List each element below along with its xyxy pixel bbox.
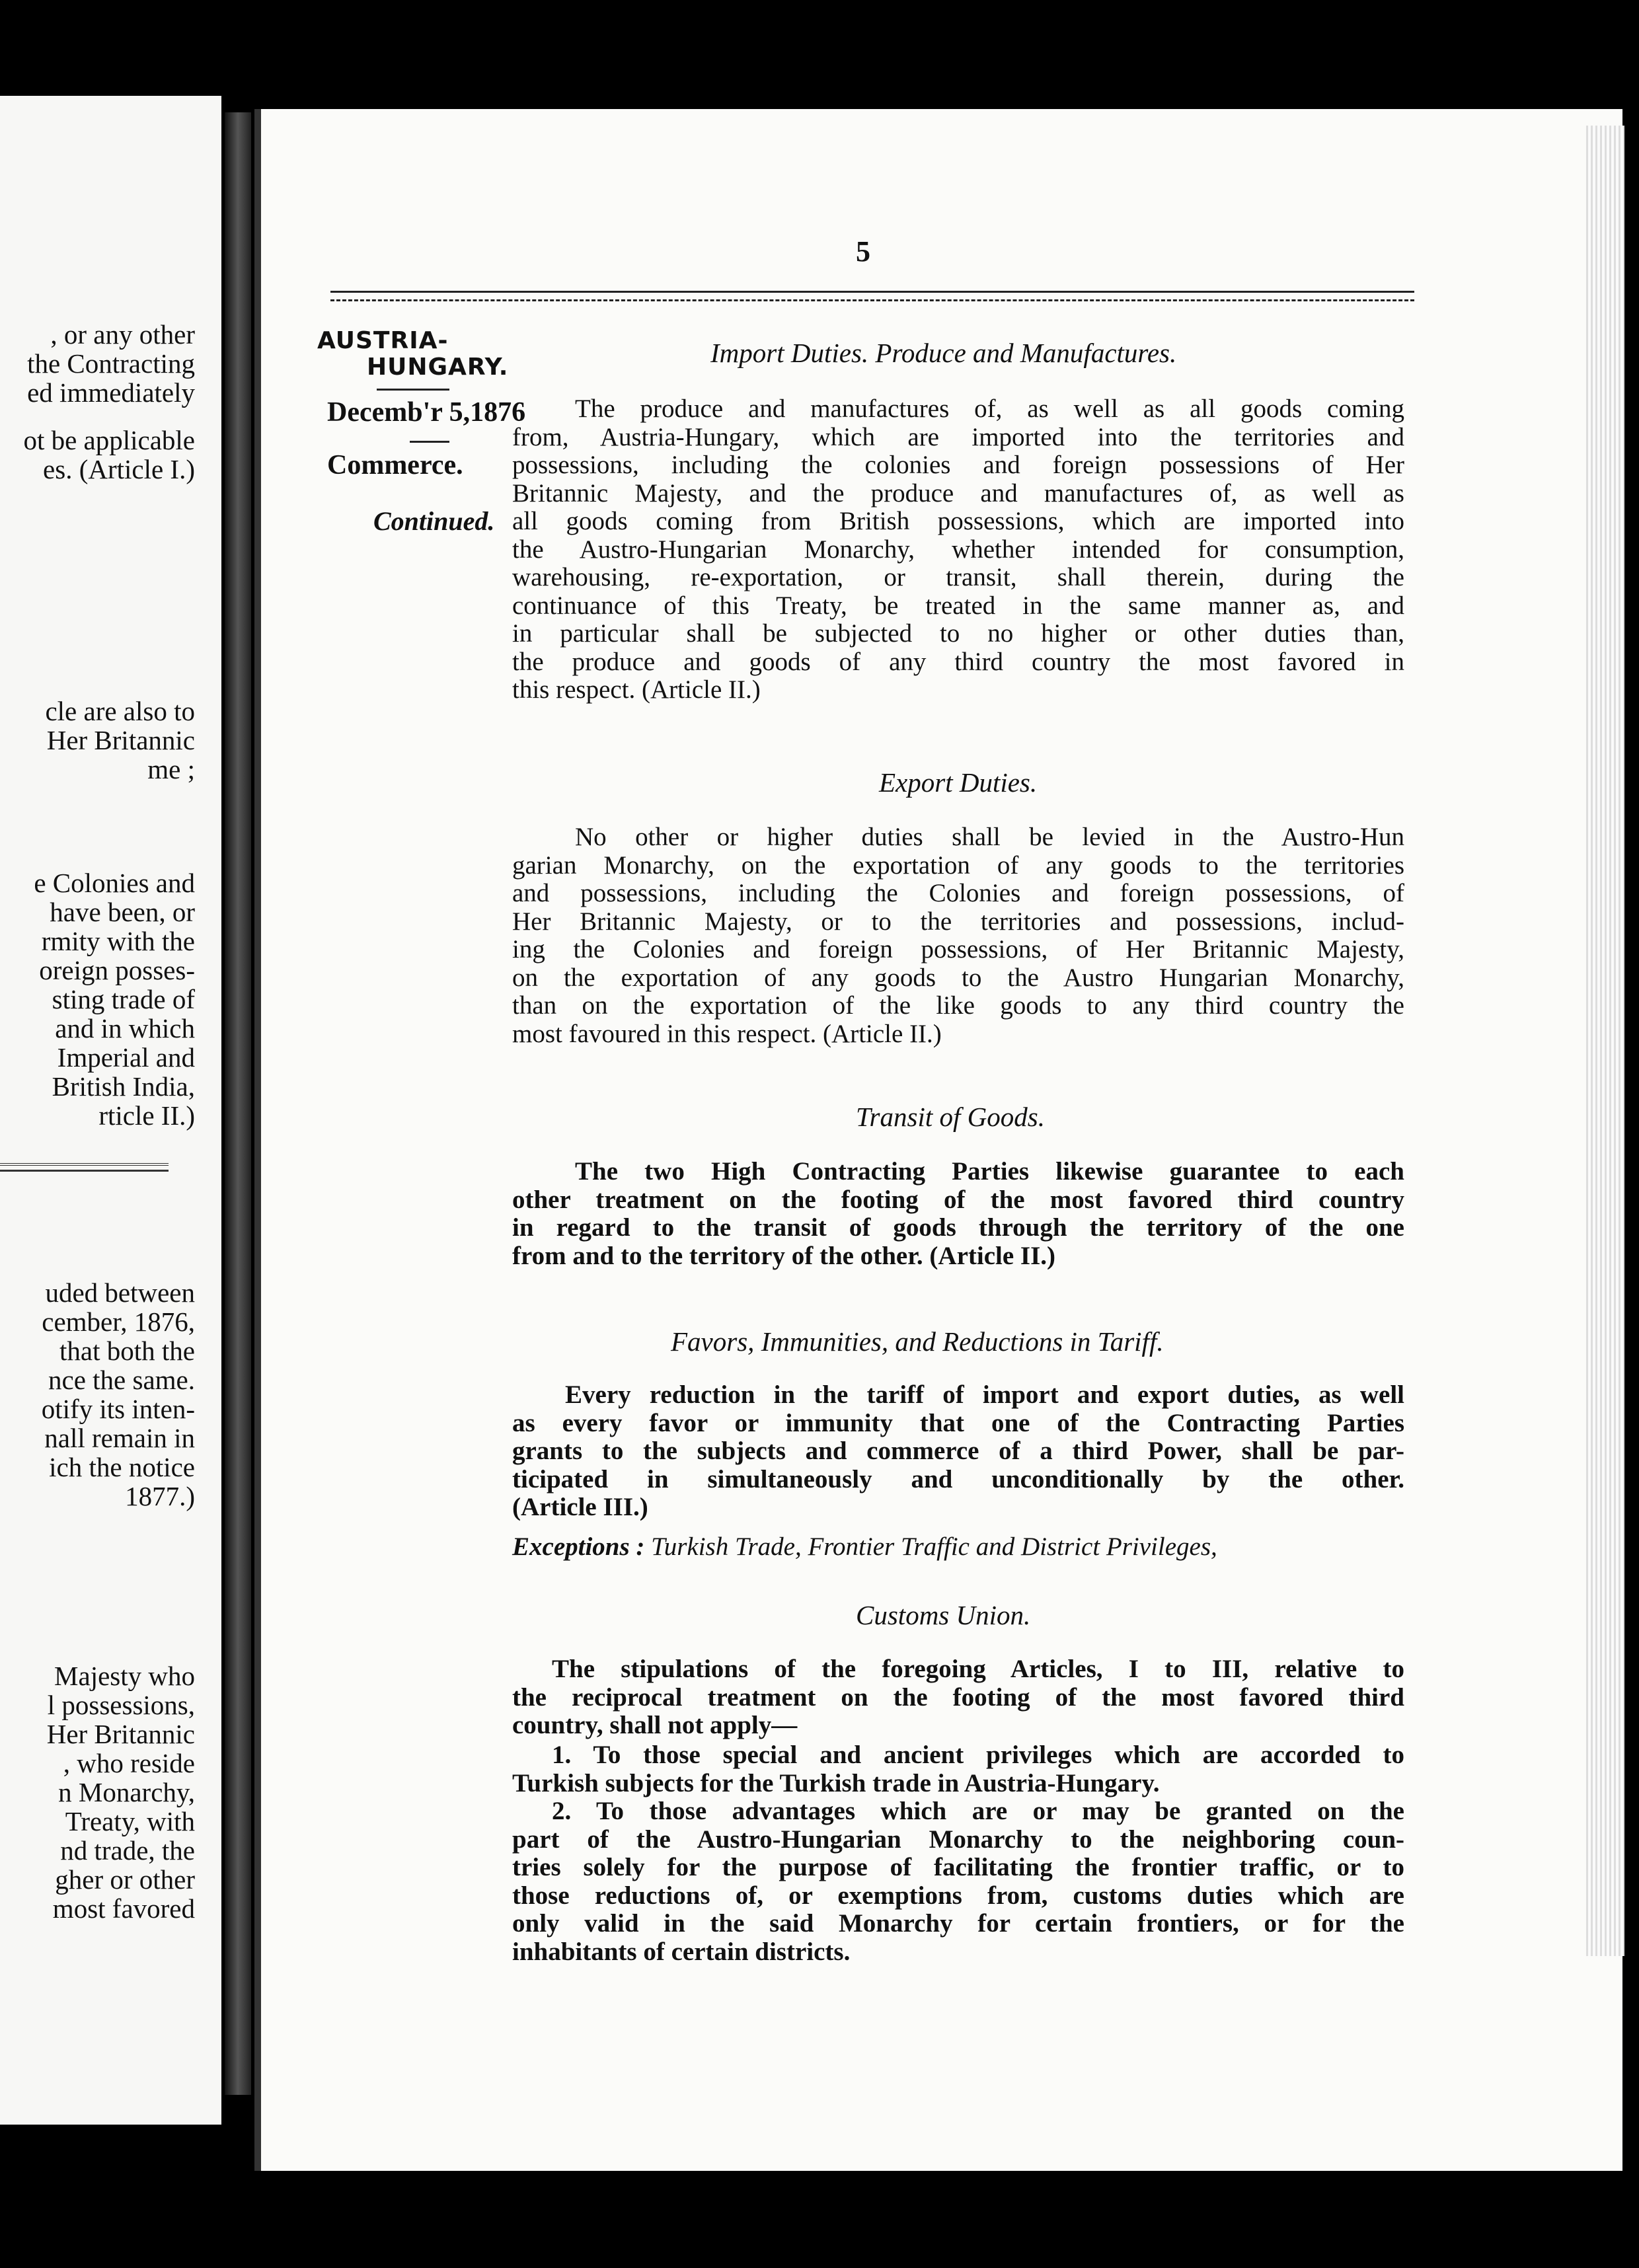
text-line: from, Austria-Hungary, which are imported into the territories and (512, 422, 1404, 451)
text-line: other treatment on the footing of the most favored third country (512, 1185, 1404, 1214)
text-line: in regard to the transit of goods through the territory of the one (512, 1213, 1404, 1242)
page-number: 5 (856, 235, 870, 268)
text-line: grants to the subjects and commerce of a third Power, shall be par- (512, 1437, 1404, 1465)
text-line: No other or higher duties shall be levied in the Austro-Hun (575, 823, 1404, 851)
left-page-line: have been, or (50, 897, 195, 927)
left-page-line: nall remain in (44, 1423, 195, 1453)
left-page-line: oreign posses- (39, 955, 195, 985)
left-page-line: that both the (59, 1336, 195, 1366)
text-line: this respect. (Article II.) (512, 675, 761, 704)
text-line: most favoured in this respect. (Article II.) (512, 1019, 942, 1048)
left-page-line: rticle II.) (98, 1100, 195, 1131)
margin-date: Decemb'r 5,1876 (327, 397, 526, 428)
left-page-line: cle are also to (45, 696, 195, 726)
margin-continued: Continued. (373, 506, 495, 536)
text-line: part of the Austro-Hungarian Monarchy to the neighboring coun- (512, 1825, 1404, 1854)
margin-country-line2: HUNGARY. (367, 354, 509, 381)
text-line: Every reduction in the tariff of import and export duties, as well (565, 1380, 1404, 1409)
left-page-rule (0, 1163, 169, 1172)
customs-union-heading: Customs Union. (856, 1600, 1031, 1630)
margin-divider (410, 441, 449, 443)
text-line: 2. To those advantages which are or may be granted on the (552, 1797, 1404, 1825)
text-line: inhabitants of certain districts. (512, 1937, 851, 1966)
text-line: Turkish subjects for the Turkish trade in Austria-Hungary. (512, 1768, 1160, 1797)
text-line: country, shall not apply— (512, 1711, 798, 1739)
left-page-line: nce the same. (48, 1365, 195, 1395)
text-line: the produce and goods of any third country the most favored in (512, 647, 1404, 676)
text-line: the Austro-Hungarian Monarchy, whether intended for consumption, (512, 535, 1404, 564)
transit-text (512, 1158, 1404, 1270)
book-gutter (225, 112, 251, 2095)
left-page-line: Her Britannic (46, 725, 195, 755)
left-page-line: uded between (45, 1277, 195, 1308)
exceptions-line (512, 1532, 1217, 1562)
text-line: garian Monarchy, on the exportation of any goods to the territories (512, 850, 1404, 880)
text-line: warehousing, re-exportation, or transit, shall therein, during the (512, 563, 1404, 591)
text-line: possessions, including the colonies and foreign possessions of Her (512, 451, 1404, 479)
margin-divider (377, 389, 449, 391)
left-page-line: 1877.) (125, 1481, 195, 1511)
import-duties-heading: Import Duties. Produce and Manufactures. (710, 338, 1177, 368)
text-line: and possessions, including the Colonies and foreign possessions, of (512, 879, 1404, 907)
text-line: on the exportation of any goods to the Austro Hungarian Monarchy, (512, 963, 1404, 992)
exception-item-1 (512, 1741, 1404, 1797)
left-page-line: British India, (52, 1071, 195, 1102)
left-page-line: ich the notice (49, 1452, 195, 1482)
exceptions-text: Turkish Trade, Frontier Traffic and District Privileges, (651, 1532, 1217, 1561)
text-line: Britannic Majesty, and the produce and manufactures of, as well as (512, 478, 1404, 508)
text-line: the reciprocal treatment on the footing of the most favored third (512, 1682, 1404, 1712)
margin-country-line1: AUSTRIA- (317, 327, 449, 354)
export-duties-text (512, 823, 1404, 1048)
left-page-line: es. (Article I.) (43, 454, 195, 484)
left-page-line: nd trade, the (60, 1835, 195, 1866)
favors-heading: Favors, Immunities, and Reductions in Tariff. (671, 1326, 1164, 1357)
left-page-line: l possessions, (47, 1690, 195, 1720)
text-line: tries solely for the purpose of facilitating the frontier traffic, or to (512, 1853, 1404, 1881)
header-rule (330, 291, 1414, 301)
text-line: The produce and manufactures of, as well as all goods coming (575, 395, 1404, 423)
left-page-line: me ; (147, 754, 195, 784)
left-page-line: cember, 1876, (42, 1306, 195, 1337)
left-page-line: the Contracting (27, 348, 195, 379)
left-page-line: Imperial and (57, 1042, 195, 1073)
text-line: The stipulations of the foregoing Articles, I to III, relative to (552, 1655, 1404, 1683)
text-line: those reductions of, or exemptions from, customs duties which are (512, 1881, 1404, 1910)
exceptions-label: Exceptions : (512, 1532, 645, 1561)
text-line: continuance of this Treaty, be treated in the same manner as, and (512, 591, 1404, 620)
left-page-line: , or any other (50, 319, 195, 350)
left-page-line: gher or other (55, 1864, 195, 1895)
left-page-line: most favored (52, 1893, 195, 1924)
text-line: all goods coming from British possessions, which are imported into (512, 507, 1404, 535)
transit-heading: Transit of Goods. (856, 1102, 1045, 1132)
text-line: in particular shall be subjected to no higher or other duties than, (512, 619, 1404, 648)
left-page-line: , who reside (63, 1748, 195, 1778)
text-line: from and to the territory of the other. (Article II.) (512, 1241, 1056, 1270)
margin-subject: Commerce. (327, 450, 463, 480)
text-line: 1. To those special and ancient privileges which are accorded to (552, 1741, 1404, 1769)
left-page-line: Majesty who (54, 1661, 195, 1691)
export-duties-heading: Export Duties. (879, 767, 1038, 798)
left-page-line: ot be applicable (23, 425, 195, 455)
text-line: The two High Contracting Parties likewise guarantee to each (575, 1157, 1404, 1186)
left-page-line: e Colonies and (34, 868, 195, 898)
exception-item-2 (512, 1797, 1404, 1966)
import-duties-text (512, 395, 1404, 704)
left-page-line: otify its inten- (41, 1394, 195, 1424)
left-page-line: sting trade of (52, 984, 195, 1014)
left-page-line: rmity with the (41, 926, 195, 956)
customs-union-text (512, 1655, 1404, 1740)
left-facing-page (0, 96, 221, 2125)
left-page-line: Her Britannic (46, 1719, 195, 1749)
left-page-line: n Monarchy, (58, 1777, 195, 1807)
text-line: ing the Colonies and foreign possessions, of Her Britannic Majesty, (512, 935, 1404, 964)
text-line: (Article III.) (512, 1493, 648, 1521)
left-page-line: Treaty, with (65, 1806, 195, 1836)
left-page-line: ed immediately (27, 377, 195, 408)
text-line: ticipated in simultaneously and unconditionally by the other. (512, 1464, 1404, 1493)
left-page-line: and in which (55, 1013, 195, 1043)
page-edges (1586, 126, 1624, 1956)
text-line: only valid in the said Monarchy for certain frontiers, or for the (512, 1909, 1404, 1938)
favors-text (512, 1381, 1404, 1522)
text-line: Her Britannic Majesty, or to the territories and possessions, includ- (512, 907, 1404, 936)
text-line: as every favor or immunity that one of the Contracting Parties (512, 1408, 1404, 1437)
text-line: than on the exportation of the like goods to any third country the (512, 991, 1404, 1020)
